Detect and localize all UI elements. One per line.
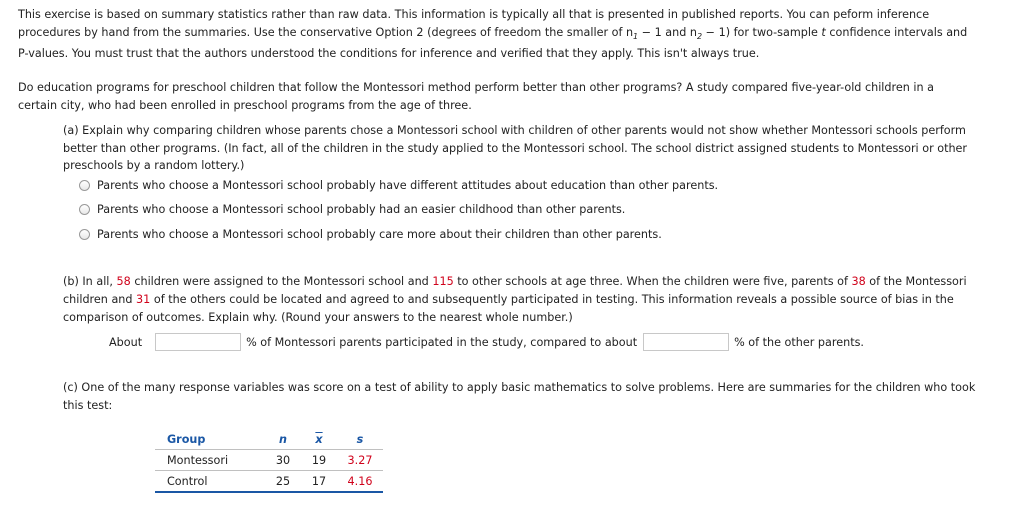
option-label: Parents who choose a Montessori school probably had an easier childhood than other parents. xyxy=(97,203,626,217)
question-line-2: certain city, who had been enrolled in preschool programs from the age of three. xyxy=(18,98,472,112)
intro-line-2-post: confidence intervals and xyxy=(825,25,968,39)
option-attitudes[interactable] xyxy=(79,173,1014,198)
part-b-line-2 xyxy=(63,291,1014,309)
part-b-text: of the others could be located and agreed to and subsequently participated in testing. This information reveals a possible source of bias in the xyxy=(150,293,954,307)
option-easier-childhood[interactable] xyxy=(79,197,1014,222)
option-label: Parents who choose a Montessori school probably have different attitudes about education than other parents. xyxy=(97,178,719,192)
part-b-line-3: comparison of outcomes. Explain why. (Round your answers to the nearest whole number.) xyxy=(63,310,573,324)
answer-row xyxy=(109,332,1014,352)
header-group: Group xyxy=(155,429,265,450)
group-cell: Montessori xyxy=(155,450,265,471)
part-b-text: to other schools at age three. When the children were five, parents of xyxy=(453,275,852,289)
intro-line-2-pre: procedures by hand from the summaries. Use the conservative Option 2 (degrees of freedom the smaller of n xyxy=(18,25,634,39)
other-percent-input[interactable] xyxy=(643,333,729,351)
other-assigned-count: 115 xyxy=(432,275,454,289)
montessori-percent-input[interactable] xyxy=(155,333,241,351)
montessori-participated-count: 38 xyxy=(851,275,866,289)
part-b-text: of the Montessori xyxy=(865,275,967,289)
group-cell: Control xyxy=(155,471,265,493)
intro-text xyxy=(18,6,1014,63)
header-n: n xyxy=(265,429,301,450)
header-s: s xyxy=(337,429,383,450)
table-row xyxy=(155,471,383,493)
intro-line-2-mid2: − 1) for two-sample xyxy=(702,25,822,39)
part-b-text: children were assigned to the Montessori school and xyxy=(130,275,433,289)
question-line-1: Do education programs for preschool children that follow the Montessori method perform better than other programs? A study compared five-year-old children in a xyxy=(18,81,935,95)
n-cell: 30 xyxy=(265,450,301,471)
intro-line-2 xyxy=(18,24,1014,46)
part-a-line-2: better than other programs. (In fact, all of the children in the study applied to the Montessori school. The school district assigned students to Montessori or other xyxy=(63,141,968,155)
part-c xyxy=(63,379,1014,493)
part-a-line-3: preschools by a random lottery.) xyxy=(63,159,245,173)
table-header-row xyxy=(155,429,383,450)
table-row xyxy=(155,450,383,471)
intro-line-2-mid1: − 1 and n xyxy=(638,25,697,39)
option-care-more[interactable] xyxy=(79,222,1014,247)
intro-line-1: This exercise is based on summary statistics rather than raw data. This information is typically all that is presented in published reports. You can peform inference xyxy=(18,8,930,21)
other-participated-count: 31 xyxy=(136,293,151,307)
mean-cell: 17 xyxy=(301,471,337,493)
question-text xyxy=(18,79,1014,114)
part-b-line-1 xyxy=(63,273,1014,291)
t-symbol: t xyxy=(821,25,826,39)
part-c-line-1: (c) One of the many response variables was score on a test of ability to apply basic mathematics to solve problems. Here are summaries for the children who took xyxy=(63,381,976,395)
radio-button[interactable] xyxy=(79,180,90,191)
intro-line-3: P-values. You must trust that the authors understood the conditions for inference and verified that they apply. This isn't always true. xyxy=(18,47,760,61)
part-b xyxy=(63,273,1014,352)
summary-table xyxy=(155,429,383,493)
n2-subscript: 2 xyxy=(697,31,703,41)
n-cell: 25 xyxy=(265,471,301,493)
exercise-content xyxy=(18,6,1014,493)
radio-button[interactable] xyxy=(79,229,90,240)
option-label: Parents who choose a Montessori school probably care more about their children than other parents. xyxy=(97,227,662,241)
montessori-assigned-count: 58 xyxy=(116,275,131,289)
end-label: % of the other parents. xyxy=(734,335,864,349)
sd-cell: 3.27 xyxy=(337,450,383,471)
radio-button[interactable] xyxy=(79,204,90,215)
n1-subscript: 1 xyxy=(633,31,639,41)
part-a xyxy=(63,122,1014,246)
part-b-text: children and xyxy=(63,293,137,307)
part-c-line-2: this test: xyxy=(63,398,113,412)
part-a-line-1: (a) Explain why comparing children whose parents chose a Montessori school with children of other parents would not show whether Montessori schools perform xyxy=(63,124,966,138)
part-b-text: (b) In all, xyxy=(63,275,117,289)
middle-label: % of Montessori parents participated in the study, compared to about xyxy=(246,335,638,349)
sd-cell: 4.16 xyxy=(337,471,383,493)
about-label: About xyxy=(109,335,143,349)
header-xbar: $\overline{x}$ xyxy=(301,429,337,450)
mean-cell: 19 xyxy=(301,450,337,471)
